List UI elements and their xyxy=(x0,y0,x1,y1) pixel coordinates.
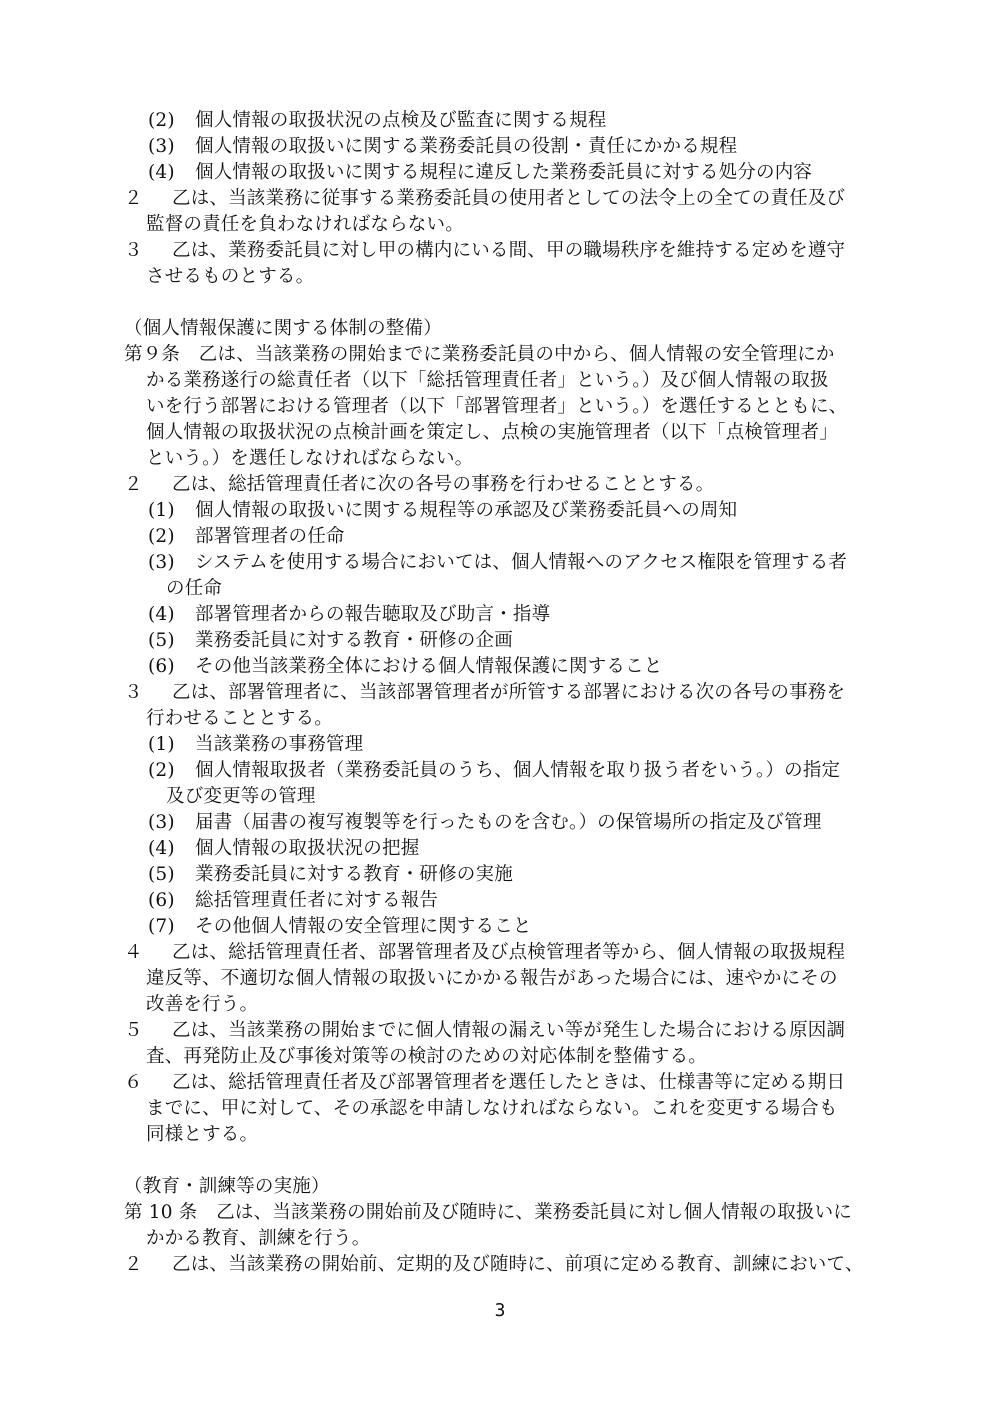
item-number: (3) xyxy=(148,552,175,573)
list-item xyxy=(0,108,1000,134)
paragraph-text: までに、甲に対して、その承認を申請しなければならない。これを変更する場合も xyxy=(146,1098,838,1119)
article-heading-text: （個人情報保護に関する体制の整備） xyxy=(124,318,442,339)
item-number: (5) xyxy=(148,630,175,651)
page-number: 3 xyxy=(494,1300,506,1321)
paragraph-text: 乙は、総括管理責任者、部署管理者及び点検管理者等から、個人情報の取扱規程 xyxy=(172,942,846,963)
paragraph-text: 乙は、総括管理責任者に次の各号の事務を行わせることとする。 xyxy=(172,474,715,495)
list-item xyxy=(0,758,1000,784)
item-text: 部署管理者からの報告聴取及び助言・指導 xyxy=(195,604,551,625)
item-number: (2) xyxy=(148,760,175,781)
paragraph-number: ５ xyxy=(124,1020,143,1041)
item-number: (4) xyxy=(148,604,175,625)
list-item xyxy=(0,732,1000,758)
paragraph-continuation xyxy=(0,1044,1000,1070)
paragraph xyxy=(0,1070,1000,1096)
paragraph-number: ３ xyxy=(124,682,143,703)
paragraph-text: 個人情報の取扱状況の点検計画を策定し、点検の実施管理者（以下「点検管理者」 xyxy=(146,422,838,443)
item-number: (6) xyxy=(148,656,175,677)
list-item xyxy=(0,134,1000,160)
paragraph xyxy=(0,680,1000,706)
article-heading xyxy=(0,1174,1000,1200)
paragraph-text: という。）を選任しなければならない。 xyxy=(146,448,474,469)
list-item xyxy=(0,524,1000,550)
item-number: (6) xyxy=(148,890,175,911)
list-item xyxy=(0,888,1000,914)
paragraph-continuation xyxy=(0,420,1000,446)
paragraph xyxy=(0,472,1000,498)
article-heading-text: （教育・訓練等の実施） xyxy=(124,1176,330,1197)
item-text: システムを使用する場合においては、個人情報へのアクセス権限を管理する者 xyxy=(195,552,848,573)
paragraph-continuation xyxy=(0,394,1000,420)
list-item xyxy=(0,862,1000,888)
list-item xyxy=(0,654,1000,680)
paragraph-text: させるものとする。 xyxy=(146,266,315,287)
item-number: (1) xyxy=(148,500,175,521)
paragraph-continuation xyxy=(0,992,1000,1018)
list-item xyxy=(0,810,1000,836)
paragraph-text: 乙は、当該業務の開始前、定期的及び随時に、前項に定める教育、訓練において、 xyxy=(172,1254,864,1275)
paragraph-text: 改善を行う。 xyxy=(146,994,259,1015)
item-text: 個人情報の取扱いに関する規程等の承認及び業務委託員への周知 xyxy=(195,500,738,521)
article-text: 第９条 乙は、当該業務の開始までに業務委託員の中から、個人情報の安全管理にか xyxy=(124,344,835,365)
paragraph-text: いを行う部署における管理者（以下「部署管理者」という。）を選任するとともに、 xyxy=(146,396,848,417)
list-item-continuation xyxy=(0,784,1000,810)
paragraph-text: 違反等、不適切な個人情報の取扱いにかかる報告があった場合には、速やかにその xyxy=(146,968,838,989)
item-text: 個人情報の取扱いに関する業務委託員の役割・責任にかかる規程 xyxy=(195,136,738,157)
paragraph-number: ３ xyxy=(124,240,143,261)
item-text: 業務委託員に対する教育・研修の実施 xyxy=(195,864,513,885)
paragraph-text: かかる教育、訓練を行う。 xyxy=(146,1228,371,1249)
item-text: 総括管理責任者に対する報告 xyxy=(195,890,439,911)
item-number: (1) xyxy=(148,734,175,755)
paragraph-text: 監督の責任を負わなければならない。 xyxy=(146,214,464,235)
item-number: (3) xyxy=(148,812,175,833)
item-text: 及び変更等の管理 xyxy=(166,786,316,807)
document-body xyxy=(0,108,1000,1278)
item-text: 部署管理者の任命 xyxy=(195,526,345,547)
paragraph-text: 乙は、部署管理者に、当該部署管理者が所管する部署における次の各号の事務を xyxy=(172,682,846,703)
item-text: 個人情報の取扱状況の点検及び監査に関する規程 xyxy=(195,110,607,131)
list-item xyxy=(0,498,1000,524)
list-item xyxy=(0,628,1000,654)
item-number: (4) xyxy=(148,162,175,183)
article-first-line xyxy=(0,342,1000,368)
paragraph-continuation xyxy=(0,212,1000,238)
paragraph-text: 行わせることとする。 xyxy=(146,708,334,729)
list-item xyxy=(0,602,1000,628)
paragraph-continuation xyxy=(0,1096,1000,1122)
item-number: (2) xyxy=(148,110,175,131)
item-text: その他個人情報の安全管理に関すること xyxy=(195,916,532,937)
item-number: (2) xyxy=(148,526,175,547)
item-text: の任命 xyxy=(166,578,223,599)
list-item xyxy=(0,836,1000,862)
list-item xyxy=(0,550,1000,576)
paragraph xyxy=(0,1018,1000,1044)
paragraph-text: 乙は、総括管理責任者及び部署管理者を選任したときは、仕様書等に定める期日 xyxy=(172,1072,846,1093)
list-item xyxy=(0,160,1000,186)
spacer xyxy=(0,290,1000,316)
list-item-continuation xyxy=(0,576,1000,602)
paragraph-text: 乙は、業務委託員に対し甲の構内にいる間、甲の職場秩序を維持する定めを遵守 xyxy=(172,240,846,261)
item-text: 届書（届書の複写複製等を行ったものを含む。）の保管場所の指定及び管理 xyxy=(195,812,822,833)
item-number: (3) xyxy=(148,136,175,157)
article-text: 第 10 条 乙は、当該業務の開始前及び随時に、業務委託員に対し個人情報の取扱いに xyxy=(124,1202,853,1223)
article-heading xyxy=(0,316,1000,342)
paragraph xyxy=(0,1252,1000,1278)
article-first-line xyxy=(0,1200,1000,1226)
paragraph-text: 査、再発防止及び事後対策等の検討のための対応体制を整備する。 xyxy=(146,1046,708,1067)
list-item xyxy=(0,914,1000,940)
paragraph-continuation xyxy=(0,446,1000,472)
item-text: 当該業務の事務管理 xyxy=(195,734,364,755)
paragraph-continuation xyxy=(0,264,1000,290)
paragraph-number: ２ xyxy=(124,1254,143,1275)
paragraph-continuation xyxy=(0,1122,1000,1148)
item-text: その他当該業務全体における個人情報保護に関すること xyxy=(195,656,663,677)
item-number: (4) xyxy=(148,838,175,859)
paragraph xyxy=(0,186,1000,212)
item-text: 個人情報取扱者（業務委託員のうち、個人情報を取り扱う者をいう。）の指定 xyxy=(195,760,841,781)
paragraph-number: ２ xyxy=(124,188,143,209)
paragraph-continuation xyxy=(0,706,1000,732)
spacer xyxy=(0,1148,1000,1174)
item-text: 業務委託員に対する教育・研修の企画 xyxy=(195,630,513,651)
paragraph-number: ４ xyxy=(124,942,143,963)
paragraph xyxy=(0,940,1000,966)
paragraph xyxy=(0,238,1000,264)
paragraph-text: かる業務遂行の総責任者（以下「総括管理責任者」という。）及び個人情報の取扱 xyxy=(146,370,829,391)
paragraph-continuation xyxy=(0,966,1000,992)
paragraph-number: ６ xyxy=(124,1072,143,1093)
item-text: 個人情報の取扱いに関する規程に違反した業務委託員に対する処分の内容 xyxy=(195,162,813,183)
item-number: (7) xyxy=(148,916,175,937)
paragraph-continuation xyxy=(0,1226,1000,1252)
paragraph-text: 乙は、当該業務の開始までに個人情報の漏えい等が発生した場合における原因調 xyxy=(172,1020,846,1041)
paragraph-number: ２ xyxy=(124,474,143,495)
paragraph-continuation xyxy=(0,368,1000,394)
paragraph-text: 同様とする。 xyxy=(146,1124,259,1145)
item-number: (5) xyxy=(148,864,175,885)
item-text: 個人情報の取扱状況の把握 xyxy=(195,838,420,859)
paragraph-text: 乙は、当該業務に従事する業務委託員の使用者としての法令上の全ての責任及び xyxy=(172,188,846,209)
